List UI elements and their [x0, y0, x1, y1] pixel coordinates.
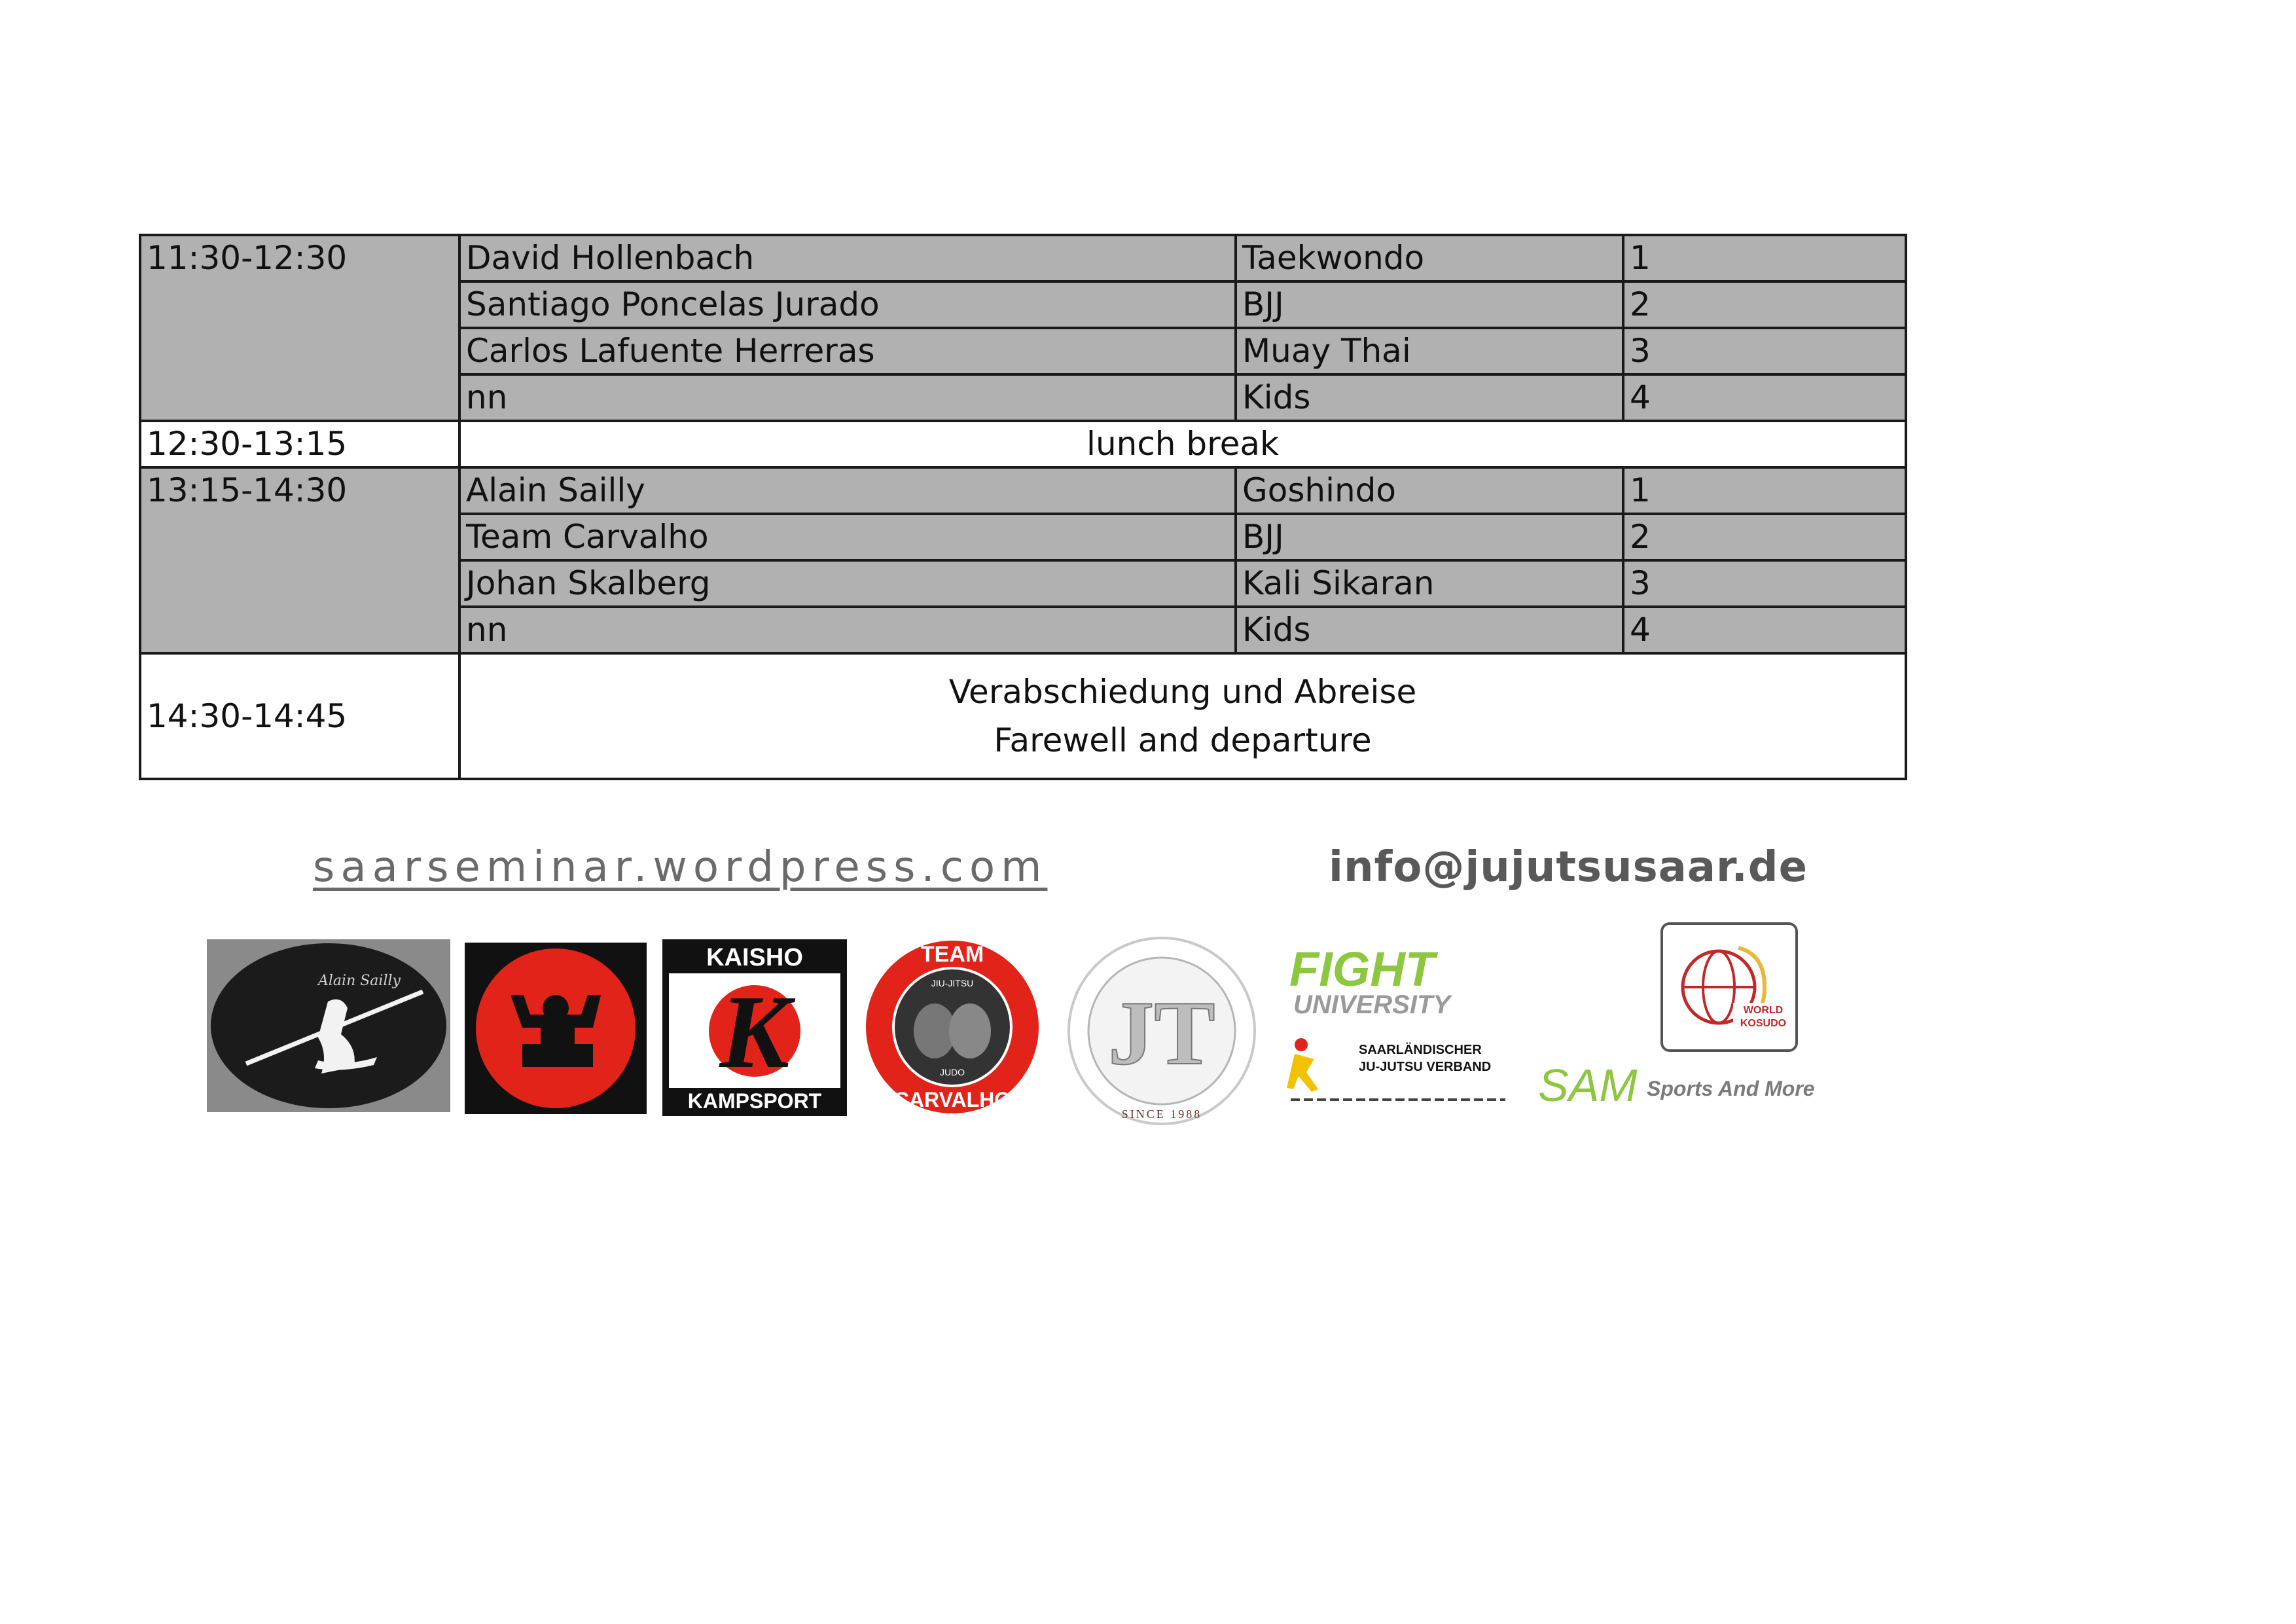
discipline: Kali Sikaran — [1236, 560, 1623, 607]
team-carvalho-bottom-text: CARVALHO — [893, 1088, 1011, 1111]
instructor-name: David Hollenbach — [459, 235, 1236, 281]
instructor-name: Santiago Poncelas Jurado — [459, 281, 1236, 328]
instructor-name: nn — [459, 374, 1236, 421]
saarlaendischer-line2: JU-JUTSU VERBAND — [1359, 1060, 1492, 1074]
kaisho-bottom-text: KAMPSPORT — [687, 1089, 822, 1113]
kaisho-letter: K — [719, 973, 790, 1090]
instructor-name: nn — [459, 607, 1236, 653]
mat-number: 1 — [1623, 467, 1906, 514]
discipline: Muay Thai — [1236, 328, 1623, 374]
session-time: 13:15-14:30 — [140, 467, 459, 653]
alain-sailly-logo-text: Alain Sailly — [318, 973, 401, 989]
team-carvalho-logo — [861, 939, 1043, 1115]
farewell-time: 14:30-14:45 — [140, 653, 459, 779]
table-row — [140, 467, 1906, 514]
team-carvalho-top-text: TEAM — [920, 942, 984, 967]
farewell-text — [459, 653, 1906, 779]
thinken-jt-logo — [1063, 936, 1261, 1126]
sam-sports-logo — [1538, 1060, 1839, 1113]
instructor-name: Carlos Lafuente Herreras — [459, 328, 1236, 374]
discipline: Taekwondo — [1236, 235, 1623, 281]
kaisho-top-text: KAISHO — [706, 944, 803, 971]
instructor-name: Team Carvalho — [459, 514, 1236, 560]
team-carvalho-inner-bottom: JUDO — [939, 1067, 965, 1077]
mat-number: 3 — [1623, 560, 1906, 607]
farewell-line-de: Verabschiedung und Abreise — [948, 673, 1417, 711]
fight-text: FIGHT — [1289, 943, 1435, 996]
mat-number: 3 — [1623, 328, 1906, 374]
team-carvalho-inner-top: JIU-JITSU — [931, 978, 974, 988]
lunch-label: lunch break — [459, 421, 1906, 467]
lunch-time: 12:30-13:15 — [140, 421, 459, 467]
kaisho-kampsport-logo — [662, 939, 847, 1116]
discipline: BJJ — [1236, 514, 1623, 560]
mat-number: 4 — [1623, 374, 1906, 421]
thinken-letters: JT — [1108, 983, 1215, 1084]
website-link[interactable]: saarseminar.wordpress.com — [313, 843, 1048, 892]
session-time: 11:30-12:30 — [140, 235, 459, 421]
sam-text: Sports And More — [1647, 1077, 1815, 1100]
email-link[interactable]: info@jujutsusaar.de — [1329, 843, 1808, 892]
table-row — [140, 235, 1906, 281]
instructor-name: Alain Sailly — [459, 467, 1236, 514]
schedule-table — [139, 234, 1907, 780]
sam-mark: SAM — [1538, 1060, 1638, 1111]
instructor-name: Johan Skalberg — [459, 560, 1236, 607]
university-text: UNIVERSITY — [1293, 990, 1451, 1019]
discipline: Kids — [1236, 607, 1623, 653]
farewell-row — [140, 653, 1906, 779]
mat-number: 4 — [1623, 607, 1906, 653]
discipline: Kids — [1236, 374, 1623, 421]
mat-number: 2 — [1623, 281, 1906, 328]
discipline: Goshindo — [1236, 467, 1623, 514]
mat-number: 2 — [1623, 514, 1906, 560]
lunch-row — [140, 421, 1906, 467]
mat-number: 1 — [1623, 235, 1906, 281]
saarlaendischer-line1: SAARLÄNDISCHER — [1359, 1043, 1482, 1057]
world-kosudo-line1: WORLD — [1743, 1005, 1784, 1016]
saarlaendischer-verband-logo — [1287, 1034, 1509, 1111]
discipline: BJJ — [1236, 281, 1623, 328]
world-kosudo-line2: KOSUDO — [1740, 1018, 1787, 1029]
alain-sailly-logo — [207, 939, 450, 1112]
thinken-since: SINCE 1988 — [1121, 1108, 1202, 1121]
world-kosudo-logo — [1660, 922, 1799, 1053]
farewell-line-en: Farewell and departure — [994, 721, 1372, 759]
fighter-glyph-logo — [465, 943, 647, 1114]
